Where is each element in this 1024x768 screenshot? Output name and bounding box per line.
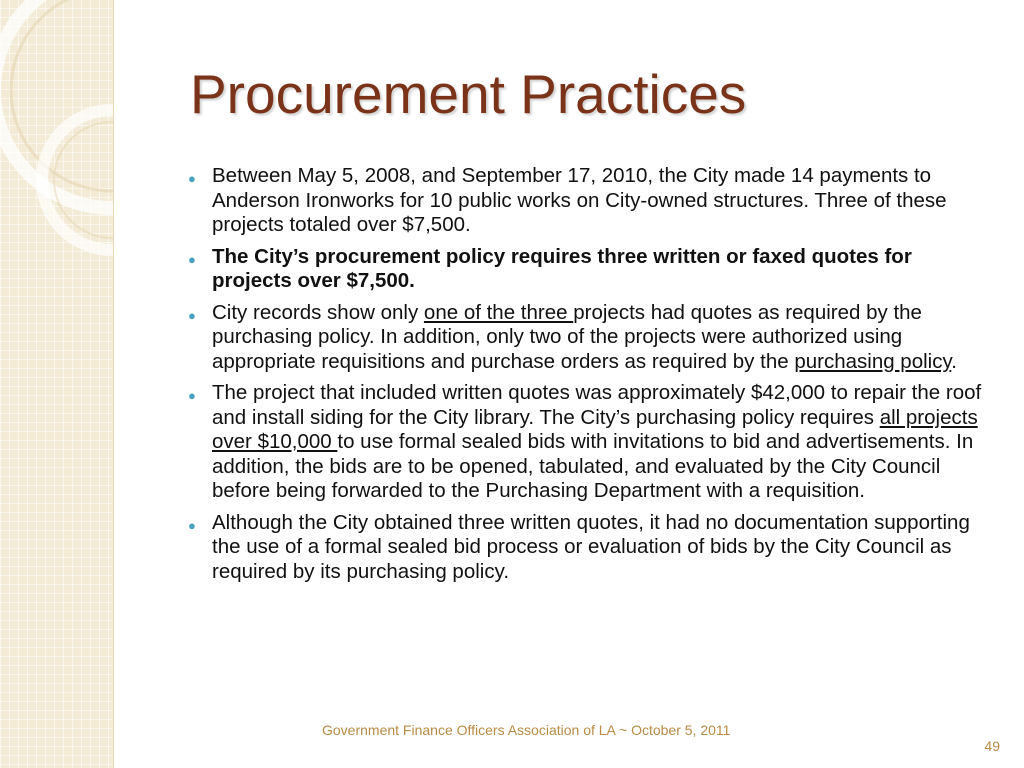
bullet-item [188, 511, 993, 585]
bullet-text: The project that included written quotes was approximately $42,000 to repair the roof and install siding for the City library. The City’s purchasing policy requires all projects over $10,000 to use formal sealed bids with invitations to bid and advertisements. In addition, the bids are to be opened, tabulated, and evaluated by the City Council before being forwarded to the Purchasing Department with a requisition. [212, 381, 982, 502]
underlined-phrase: one of the three [423, 300, 574, 324]
decorative-circles [0, 0, 113, 768]
bullet-text-bold: The City’s procurement policy requires three written or faxed quotes for projects over $7,500. [212, 244, 912, 292]
bullet-text: Although the City obtained three written quotes, it had no documentation supporting the use of a formal sealed bid process or evaluation of bids by the City Council as required by its purchasing policy. [212, 510, 970, 583]
bullet-list [188, 164, 993, 591]
page-number: 49 [984, 738, 1000, 754]
bullet-icon: ● [188, 171, 196, 186]
bullet-icon: ● [188, 251, 196, 267]
bullet-item [188, 164, 993, 238]
bullet-text: Between May 5, 2008, and September 17, 2010, the City made 14 payments to Anderson Ironworks for 10 public works on City-owned structures. Three of these projects totaled over $7,500. [212, 164, 947, 236]
bullet-icon: ● [188, 388, 196, 403]
slide-footer: Government Finance Officers Association of LA ~ October 5, 2011 [322, 722, 731, 738]
bullet-item [188, 301, 993, 375]
decorative-side-panel [0, 0, 114, 768]
underlined-phrase: purchasing policy [794, 349, 952, 373]
bullet-icon: ● [188, 307, 196, 323]
underlined-phrase: all projects over $10,000 [212, 405, 978, 453]
slide-title: Procurement Practices [190, 63, 747, 125]
bullet-text: City records show only one of the three projects had quotes as required by the purchasing policy. In addition, only two of the projects were authorized using appropriate requisitions and purchase orders as required by the purchasing policy. [212, 300, 957, 373]
bullet-item [188, 245, 993, 294]
bullet-icon: ● [188, 517, 196, 533]
bullet-item [188, 381, 993, 504]
